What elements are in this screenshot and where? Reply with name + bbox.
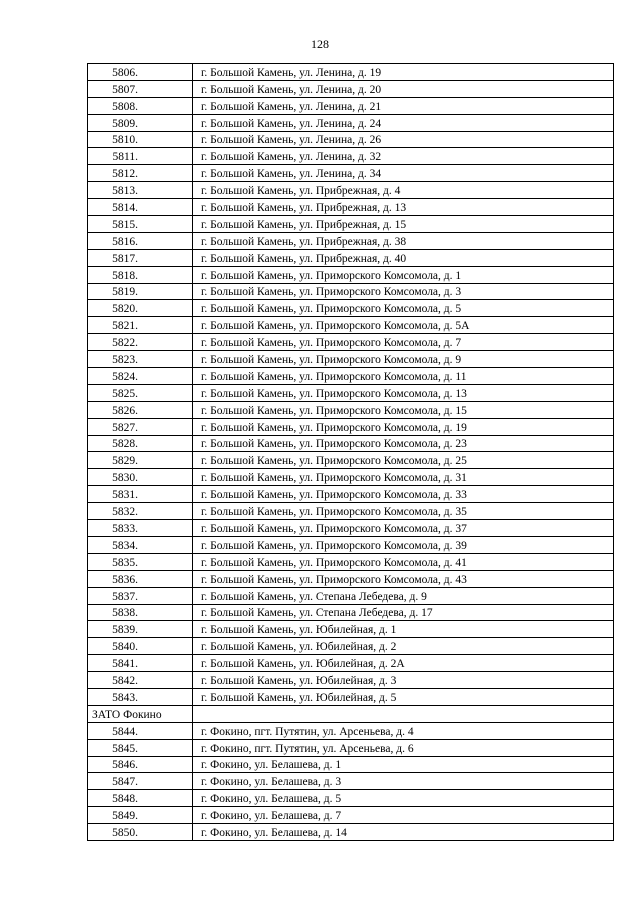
address-table-body xyxy=(88,64,614,841)
table-row xyxy=(88,587,614,604)
table-row xyxy=(88,688,614,705)
row-address: г. Большой Камень, ул. Приморского Комсомола, д. 13 xyxy=(193,384,614,401)
row-address: г. Большой Камень, ул. Приморского Комсомола, д. 15 xyxy=(193,401,614,418)
table-row xyxy=(88,790,614,807)
row-number: 5842. xyxy=(88,672,193,689)
row-address: г. Фокино, ул. Белашева, д. 14 xyxy=(193,824,614,841)
row-address: г. Большой Камень, ул. Приморского Комсомола, д. 7 xyxy=(193,334,614,351)
table-row xyxy=(88,114,614,131)
table-row xyxy=(88,283,614,300)
row-number: 5821. xyxy=(88,317,193,334)
row-address: г. Большой Камень, ул. Ленина, д. 21 xyxy=(193,97,614,114)
row-address: г. Фокино, ул. Белашева, д. 3 xyxy=(193,773,614,790)
table-row xyxy=(88,469,614,486)
row-number: 5843. xyxy=(88,688,193,705)
row-number: 5807. xyxy=(88,80,193,97)
row-number: 5809. xyxy=(88,114,193,131)
table-row xyxy=(88,266,614,283)
row-address: г. Большой Камень, ул. Приморского Комсомола, д. 3 xyxy=(193,283,614,300)
table-row xyxy=(88,64,614,81)
table-row xyxy=(88,317,614,334)
row-address: г. Большой Камень, ул. Приморского Комсомола, д. 41 xyxy=(193,553,614,570)
row-number: 5806. xyxy=(88,64,193,81)
row-address: г. Большой Камень, ул. Ленина, д. 20 xyxy=(193,80,614,97)
row-address: г. Большой Камень, ул. Приморского Комсомола, д. 1 xyxy=(193,266,614,283)
row-address: г. Большой Камень, ул. Юбилейная, д. 3 xyxy=(193,672,614,689)
row-number: 5819. xyxy=(88,283,193,300)
table-row xyxy=(88,232,614,249)
row-number: 5822. xyxy=(88,334,193,351)
row-address: г. Большой Камень, ул. Прибрежная, д. 4 xyxy=(193,182,614,199)
row-number: 5841. xyxy=(88,655,193,672)
row-number: 5824. xyxy=(88,368,193,385)
table-row xyxy=(88,334,614,351)
row-number: 5830. xyxy=(88,469,193,486)
row-address: г. Большой Камень, ул. Приморского Комсомола, д. 37 xyxy=(193,520,614,537)
row-number: 5848. xyxy=(88,790,193,807)
table-row xyxy=(88,807,614,824)
table-row xyxy=(88,722,614,739)
row-number: 5849. xyxy=(88,807,193,824)
table-row xyxy=(88,351,614,368)
row-number: 5817. xyxy=(88,249,193,266)
row-number: 5808. xyxy=(88,97,193,114)
row-number: 5812. xyxy=(88,165,193,182)
table-row xyxy=(88,486,614,503)
row-number: 5834. xyxy=(88,536,193,553)
row-number: 5829. xyxy=(88,452,193,469)
table-row xyxy=(88,503,614,520)
table-row xyxy=(88,739,614,756)
row-number: 5839. xyxy=(88,621,193,638)
row-number: 5838. xyxy=(88,604,193,621)
row-number: 5844. xyxy=(88,722,193,739)
row-address: г. Большой Камень, ул. Юбилейная, д. 2А xyxy=(193,655,614,672)
row-address: г. Большой Камень, ул. Приморского Комсомола, д. 43 xyxy=(193,570,614,587)
row-number: 5811. xyxy=(88,148,193,165)
row-address: г. Большой Камень, ул. Приморского Комсомола, д. 33 xyxy=(193,486,614,503)
row-number: 5835. xyxy=(88,553,193,570)
table-row xyxy=(88,97,614,114)
row-address: г. Большой Камень, ул. Прибрежная, д. 38 xyxy=(193,232,614,249)
row-address: г. Большой Камень, ул. Ленина, д. 24 xyxy=(193,114,614,131)
row-address: г. Большой Камень, ул. Прибрежная, д. 13 xyxy=(193,199,614,216)
row-address: г. Большой Камень, ул. Прибрежная, д. 40 xyxy=(193,249,614,266)
row-number: 5828. xyxy=(88,435,193,452)
row-number: 5847. xyxy=(88,773,193,790)
row-address: г. Большой Камень, ул. Ленина, д. 32 xyxy=(193,148,614,165)
row-number: 5831. xyxy=(88,486,193,503)
table-row xyxy=(88,621,614,638)
table-row xyxy=(88,199,614,216)
table-row xyxy=(88,131,614,148)
table-row xyxy=(88,452,614,469)
row-number: 5827. xyxy=(88,418,193,435)
row-address: г. Большой Камень, ул. Приморского Комсомола, д. 11 xyxy=(193,368,614,385)
row-number: 5833. xyxy=(88,520,193,537)
table-row xyxy=(88,520,614,537)
table-row xyxy=(88,401,614,418)
table-row xyxy=(88,80,614,97)
table-row xyxy=(88,249,614,266)
row-address: г. Большой Камень, ул. Приморского Комсомола, д. 19 xyxy=(193,418,614,435)
table-row xyxy=(88,368,614,385)
row-address: г. Большой Камень, ул. Приморского Комсомола, д. 23 xyxy=(193,435,614,452)
section-empty-cell xyxy=(193,705,614,722)
row-number: 5850. xyxy=(88,824,193,841)
row-address: г. Фокино, ул. Белашева, д. 1 xyxy=(193,756,614,773)
row-number: 5823. xyxy=(88,351,193,368)
row-number: 5846. xyxy=(88,756,193,773)
row-number: 5845. xyxy=(88,739,193,756)
row-number: 5810. xyxy=(88,131,193,148)
table-row xyxy=(88,165,614,182)
row-number: 5840. xyxy=(88,638,193,655)
table-row xyxy=(88,435,614,452)
table-row xyxy=(88,638,614,655)
row-number: 5826. xyxy=(88,401,193,418)
table-row xyxy=(88,148,614,165)
row-number: 5818. xyxy=(88,266,193,283)
row-number: 5837. xyxy=(88,587,193,604)
table-row xyxy=(88,756,614,773)
row-address: г. Большой Камень, ул. Прибрежная, д. 15 xyxy=(193,216,614,233)
row-address: г. Большой Камень, ул. Приморского Комсомола, д. 25 xyxy=(193,452,614,469)
section-header-row xyxy=(88,705,614,722)
page-number: 128 xyxy=(311,37,329,51)
row-number: 5816. xyxy=(88,232,193,249)
row-address: г. Большой Камень, ул. Степана Лебедева, д. 17 xyxy=(193,604,614,621)
row-address: г. Большой Камень, ул. Юбилейная, д. 1 xyxy=(193,621,614,638)
address-table xyxy=(87,63,614,841)
row-address: г. Большой Камень, ул. Приморского Комсомола, д. 31 xyxy=(193,469,614,486)
row-address: г. Большой Камень, ул. Ленина, д. 26 xyxy=(193,131,614,148)
row-number: 5825. xyxy=(88,384,193,401)
row-address: г. Фокино, пгт. Путятин, ул. Арсеньева, д. 6 xyxy=(193,739,614,756)
row-number: 5813. xyxy=(88,182,193,199)
row-address: г. Большой Камень, ул. Ленина, д. 19 xyxy=(193,64,614,81)
table-row xyxy=(88,824,614,841)
row-address: г. Большой Камень, ул. Приморского Комсомола, д. 39 xyxy=(193,536,614,553)
row-address: г. Большой Камень, ул. Ленина, д. 34 xyxy=(193,165,614,182)
row-number: 5836. xyxy=(88,570,193,587)
table-row xyxy=(88,570,614,587)
row-address: г. Большой Камень, ул. Приморского Комсомола, д. 5 xyxy=(193,300,614,317)
row-address: г. Большой Камень, ул. Степана Лебедева, д. 9 xyxy=(193,587,614,604)
row-address: г. Фокино, ул. Белашева, д. 7 xyxy=(193,807,614,824)
row-address: г. Фокино, пгт. Путятин, ул. Арсеньева, д. 4 xyxy=(193,722,614,739)
table-row xyxy=(88,604,614,621)
table-row xyxy=(88,384,614,401)
section-title: ЗАТО Фокино xyxy=(88,705,193,722)
table-row xyxy=(88,418,614,435)
row-address: г. Большой Камень, ул. Приморского Комсомола, д. 5А xyxy=(193,317,614,334)
table-row xyxy=(88,672,614,689)
table-row xyxy=(88,182,614,199)
table-row xyxy=(88,216,614,233)
row-number: 5814. xyxy=(88,199,193,216)
table-row xyxy=(88,536,614,553)
row-address: г. Большой Камень, ул. Приморского Комсомола, д. 9 xyxy=(193,351,614,368)
table-row xyxy=(88,553,614,570)
row-address: г. Большой Камень, ул. Юбилейная, д. 2 xyxy=(193,638,614,655)
row-number: 5820. xyxy=(88,300,193,317)
table-row xyxy=(88,773,614,790)
row-address: г. Большой Камень, ул. Приморского Комсомола, д. 35 xyxy=(193,503,614,520)
row-number: 5832. xyxy=(88,503,193,520)
row-address: г. Большой Камень, ул. Юбилейная, д. 5 xyxy=(193,688,614,705)
table-row xyxy=(88,300,614,317)
row-address: г. Фокино, ул. Белашева, д. 5 xyxy=(193,790,614,807)
table-row xyxy=(88,655,614,672)
row-number: 5815. xyxy=(88,216,193,233)
